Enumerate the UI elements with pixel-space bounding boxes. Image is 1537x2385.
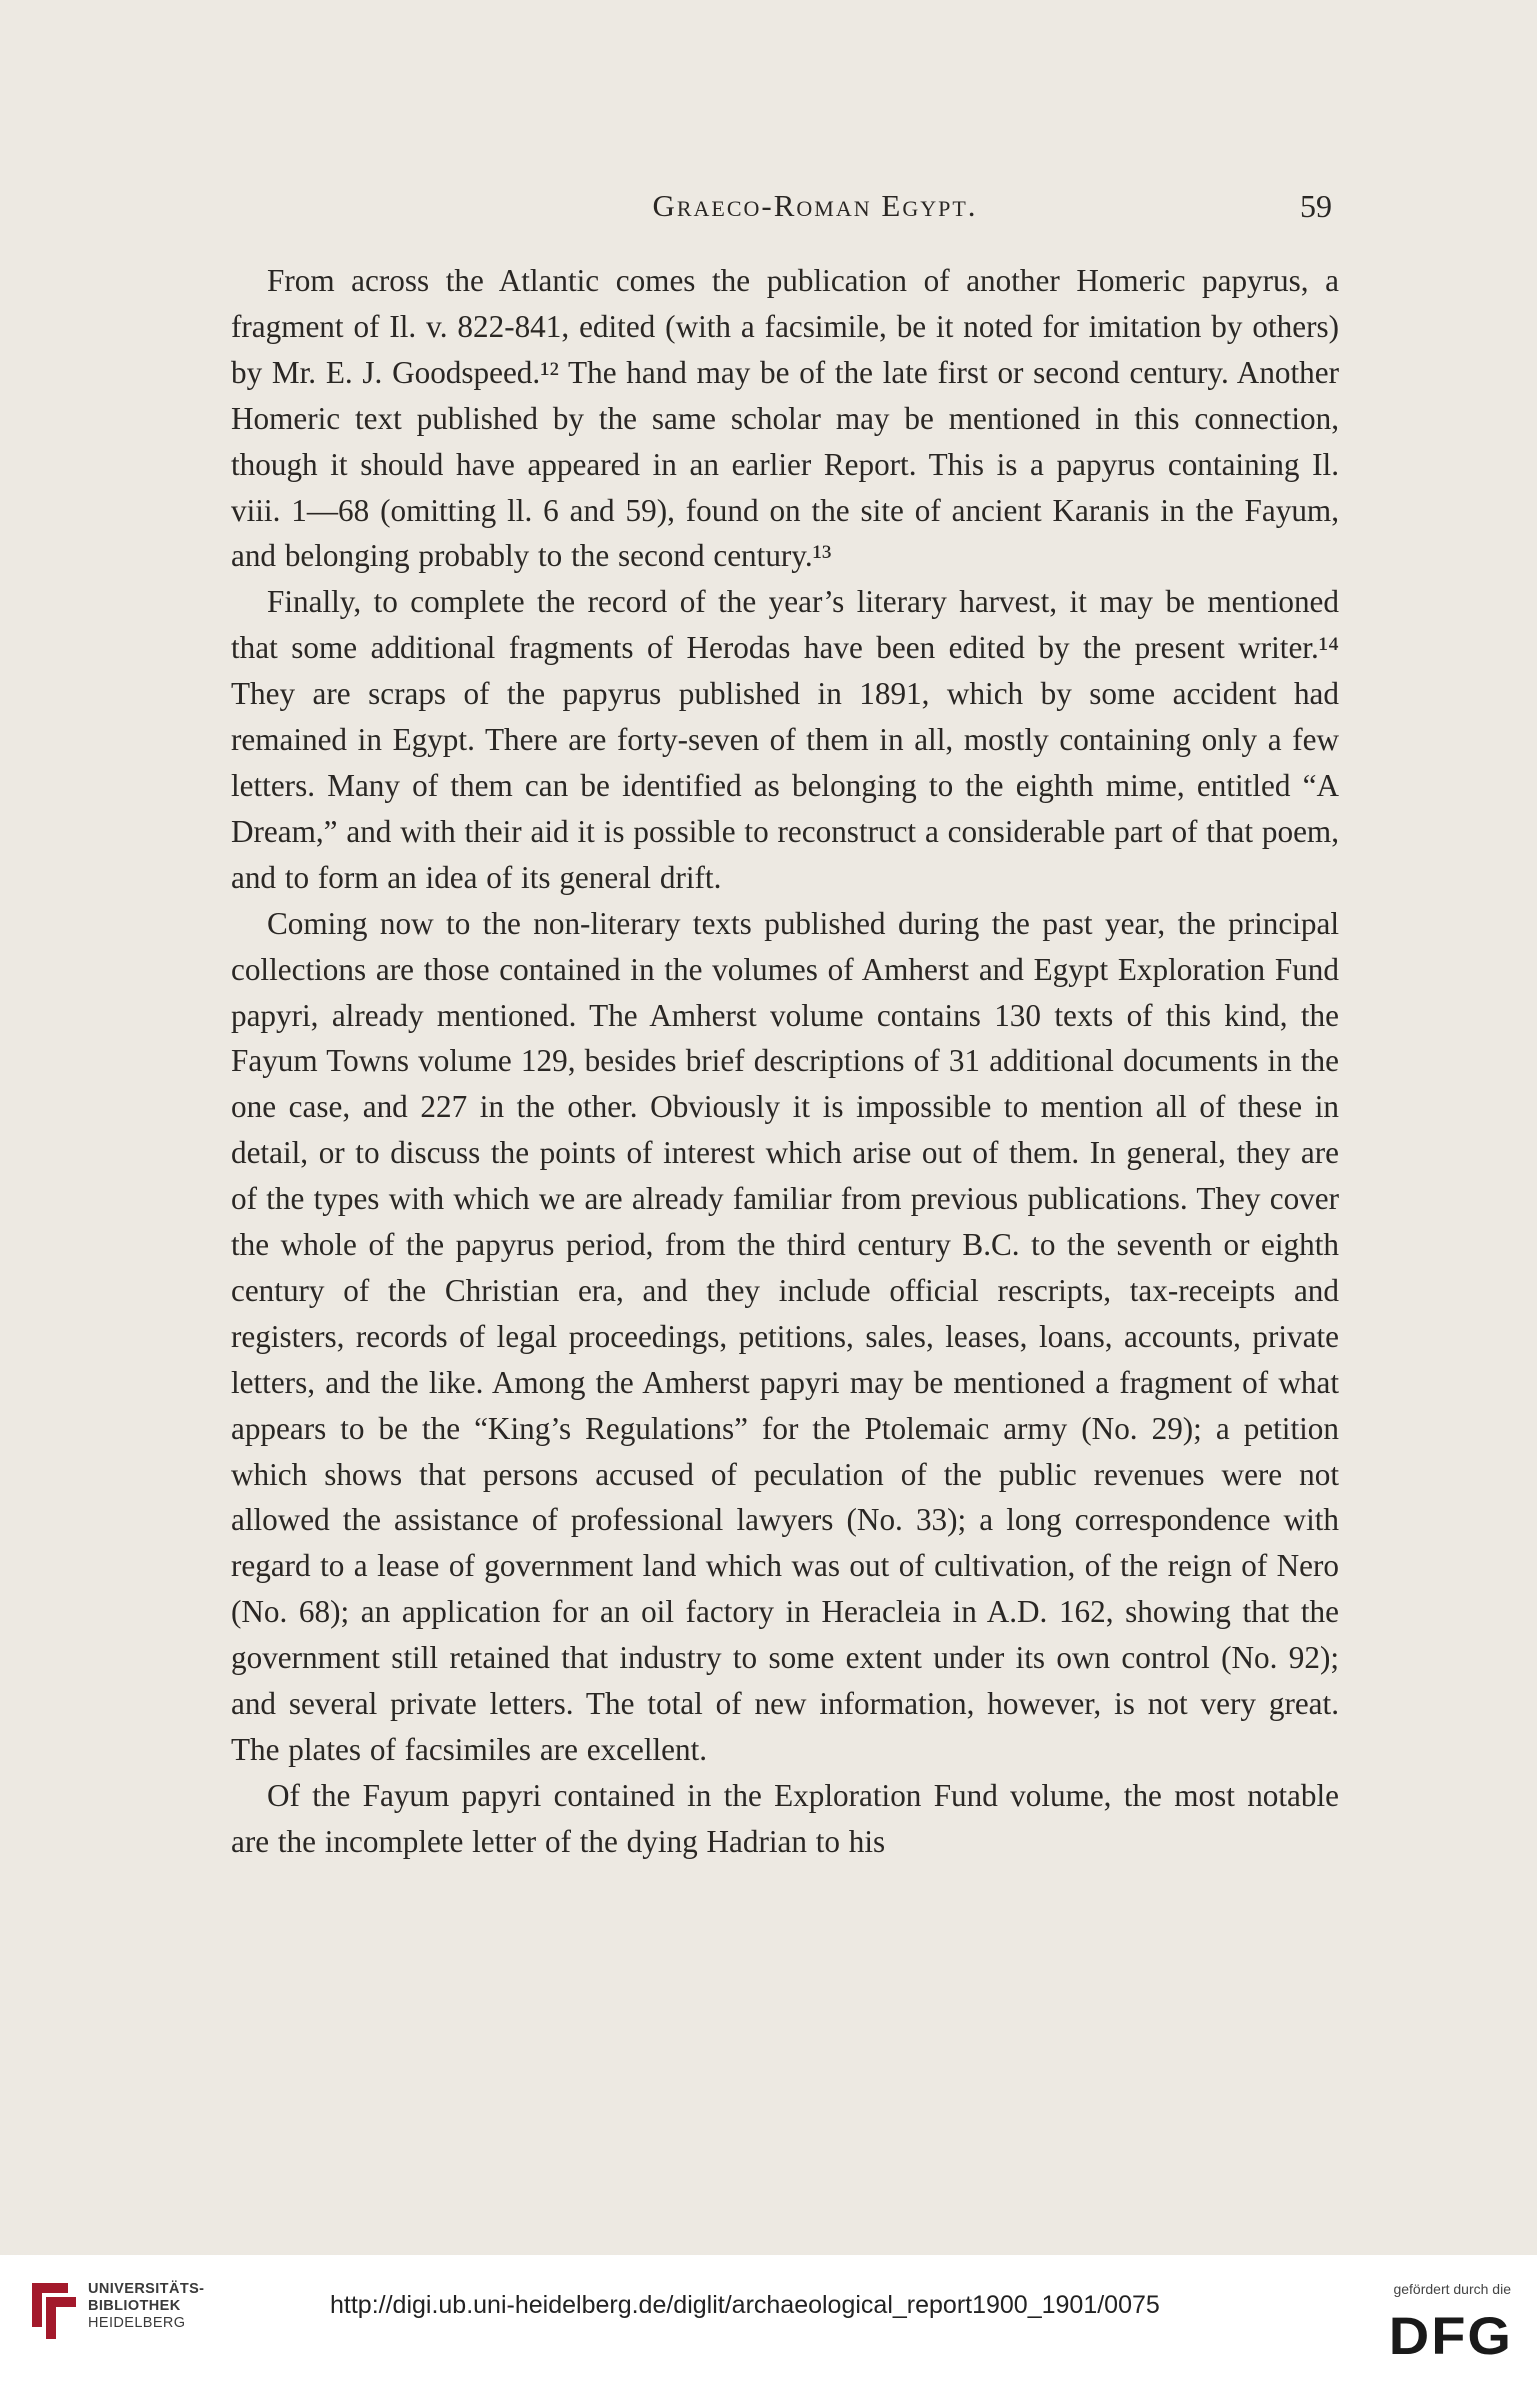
permalink-url[interactable]: http://digi.ub.uni-heidelberg.de/diglit/archaeological_report1900_1901/0075 — [330, 2291, 1160, 2319]
paragraph-non-literary-texts: Coming now to the non-literary texts published during the past year, the principal collections are those contained in the volumes of Amherst and Egypt Exploration Fund papyri, already mentioned. The Amherst volume contains 130 texts of this kind, the Fayum Towns volume 129, besides brief descriptions of 31 additional documents in the one case, and 227 in the other. Obviously it is impossible to mention all of these in detail, or to discuss the points of interest which arise out of them. In general, they are of the types with which we are already familiar from previous publications. They cover the whole of the papyrus period, from the third century B.C. to the seventh or eighth century of the Christian era, and they include official rescripts, tax-receipts and registers, records of legal proceedings, petitions, sales, leases, loans, accounts, private letters, and the like. Among the Amherst papyri may be mentioned a fragment of what appears to be the “King’s Regulations” for the Ptolemaic army (No. 29); a petition which shows that persons accused of peculation of the public revenues were not allowed the assistance of professional lawyers (No. 33); a long correspondence with regard to a lease of government land which was out of cultivation, of the reign of Nero (No. 68); an application for an oil factory in Heracleia in A.D. 162, showing that the government still retained that industry to some extent under its own control (No. 92); and several private letters. The total of new information, however, is not very great. The plates of facsimiles are excellent. — [231, 905, 1339, 1767]
paragraph-herodas: Finally, to complete the record of the year’s literary harvest, it may be mentioned that some additional fragments of Herodas have been edited by the present writer.¹⁴ They are scraps of the papyrus published in 1891, which by some accident had remained in Egypt. There are forty-seven of them in all, mostly containing only a few letters. Many of them can be identified as belonging to the eighth mime, entitled “A Dream,” and with their aid it is possible to reconstruct a considerable part of that poem, and to form an idea of its general drift. — [231, 584, 1339, 895]
running-head — [230, 188, 1340, 236]
dfg-logo: DFG — [1388, 2305, 1513, 2366]
university-library-name: UNIVERSITÄTS- BIBLIOTHEK HEIDELBERG — [88, 2281, 205, 2331]
viewer-footer — [0, 2255, 1537, 2385]
university-library-logo-icon — [28, 2279, 80, 2343]
body-text — [231, 258, 1339, 1865]
paragraph-fayum-papyri: Of the Fayum papyri contained in the Exploration Fund volume, the most notable are the incomplete letter of the dying Hadrian to his — [231, 1777, 1339, 1859]
paragraph-homeric-papyrus: From across the Atlantic comes the publication of another Homeric papyrus, a fragment of Il. v. 822-841, edited (with a facsimile, be it noted for imitation by others) by Mr. E. J. Goodspeed.¹² The hand may be of the late first or second century. Another Homeric text published by the same scholar may be mentioned in this connection, though it should have appeared in an earlier Report. This is a papyrus containing Il. viii. 1—68 (omitting ll. 6 and 59), found on the site of ancient Karanis in the Fayum, and belonging probably to the second century.¹³ — [231, 263, 1339, 574]
running-title: Graeco-Roman Egypt. — [652, 188, 978, 223]
page-number: 59 — [1300, 188, 1332, 224]
funded-by-label: gefördert durch die — [1393, 2281, 1511, 2297]
